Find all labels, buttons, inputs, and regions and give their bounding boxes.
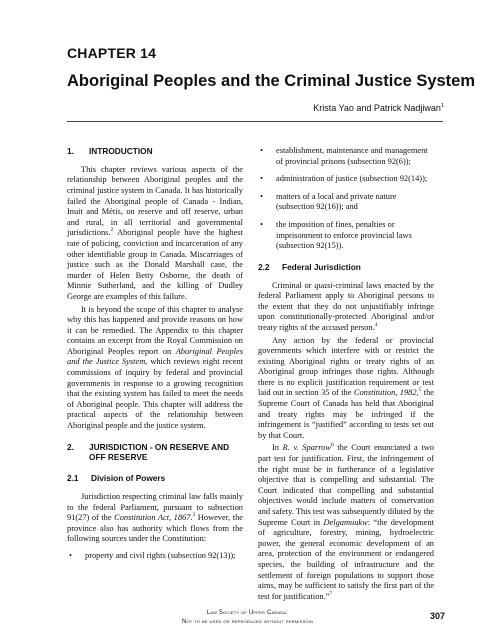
text-run: the Supreme Court of Canada has held that Aboriginal and treaty rights may be infringed if the infringement is “justified” according to tests set out by that Court. bbox=[258, 388, 435, 440]
case-name: R. v. Sparrow bbox=[282, 443, 331, 453]
list-item bbox=[258, 146, 434, 167]
footer-notice: Not to be used or reproduced without permission bbox=[181, 618, 314, 625]
footnote-ref: 3 bbox=[192, 512, 196, 519]
text-run: the Court enunciated a two part test for justification. First, the infringement of the right must be in furtherance of a legislative objective that is compelling and substantial. The Court indicated that compelling and substantial objectives would include matters of conservation and safety. This test was subsequently diluted by the Supreme Court in bbox=[258, 443, 434, 527]
page-number: 307 bbox=[429, 611, 445, 621]
text-run: , which reviews eight recent commissions of inquiry by federal and provincial governments in response to a growing recognition that the existing system has failed to meet the needs of Aboriginal people. This chapter will address the practical aspects of the relationship between Aboriginal people and the justice system. bbox=[67, 357, 243, 431]
section-2-heading bbox=[67, 442, 243, 464]
authors-footnote-ref: 1 bbox=[440, 103, 444, 109]
text-run: However, the province also has authority which flows from the following sources under the Constitution: bbox=[67, 513, 243, 544]
section-title: Division of Powers bbox=[91, 473, 166, 484]
division-of-powers-paragraph bbox=[67, 492, 243, 545]
footnote-ref: 7 bbox=[329, 590, 333, 597]
report-title: Aboriginal Peoples and the Justice System bbox=[67, 346, 243, 367]
text-run: . bbox=[190, 513, 193, 523]
list-item bbox=[258, 174, 434, 185]
list-item bbox=[258, 192, 434, 213]
text-run: Any action by the federal or provincial governments which interfere with or restrict the existing Aboriginal rights or treaty rights of an Aboriginal group infringes those rights. Although there is no explicit justification requirement or test laid out in section 35 of the bbox=[258, 335, 434, 398]
section-1-heading bbox=[67, 146, 243, 157]
statute-name: Constitution, 1982 bbox=[353, 388, 417, 398]
bullet-icon: • bbox=[260, 146, 263, 155]
text-run: Criminal or bbox=[272, 280, 315, 290]
federal-jurisdiction-paragraph-3 bbox=[258, 443, 434, 602]
authors-names: Krista Yao and Patrick Nadjiwan bbox=[313, 103, 441, 113]
bullet-icon: • bbox=[260, 174, 263, 184]
footnote-ref: 5 bbox=[418, 387, 422, 394]
section-number: 2. bbox=[67, 441, 74, 452]
section-2-1-heading bbox=[67, 473, 243, 484]
footnote-ref: 2 bbox=[110, 227, 114, 234]
footer-publisher: Law Society of Upper Canada: bbox=[206, 610, 289, 616]
bullet-icon: • bbox=[260, 191, 263, 201]
list-item-text: administration of justice (subsection 92(14)); bbox=[276, 174, 428, 184]
right-column bbox=[258, 146, 434, 604]
list-item bbox=[67, 551, 243, 562]
intro-paragraph-1 bbox=[67, 165, 243, 303]
list-item-text: property and civil rights (subsection 92(13)); bbox=[85, 551, 236, 560]
federal-jurisdiction-paragraph-1 bbox=[258, 281, 434, 334]
emphasis-text: quasi bbox=[314, 280, 333, 290]
section-number: 2.2 bbox=[258, 261, 270, 272]
bullet-icon: • bbox=[69, 551, 72, 560]
section-number: 2.1 bbox=[67, 473, 79, 484]
footnote-ref: 6 bbox=[330, 442, 334, 449]
list-item bbox=[258, 220, 434, 252]
intro-paragraph-2 bbox=[67, 305, 243, 432]
section-title: Federal Jurisdiction bbox=[282, 261, 361, 272]
chapter-label: CHAPTER 14 bbox=[67, 45, 157, 61]
text-run: It is beyond the scope of this chapter to analyse why this has happened and provide reasons on how it can be remedied. The Appendix to this chapter contains an excerpt from the Royal Commission on Aboriginal Peoples report on bbox=[67, 304, 243, 356]
text-run: , bbox=[416, 388, 419, 398]
section-2-2-heading bbox=[258, 262, 434, 273]
statute-name: Constitution Act, 1867 bbox=[114, 513, 191, 523]
text-run: In bbox=[272, 443, 283, 453]
list-item-text: establishment, maintenance and management of provincial prisons (subsection 92(6)); bbox=[276, 146, 428, 166]
federal-jurisdiction-paragraph-2 bbox=[258, 336, 434, 442]
text-run: Aboriginal people have the highest rate of policing, conviction and incarceration of any other identifiable group in Canada. Miscarriages of justice such as the Donald Marshall case, the murder of Helen Betty Osborne, the death of Minnie Sutherland, and the killing of Dudley George are examples of this failure. bbox=[67, 228, 243, 301]
section-title: JURISDICTION - ON RESERVE AND OFF RESERVE bbox=[89, 441, 230, 463]
text-run: This chapter reviews various aspects of the relationship between Aboriginal peoples and the criminal justice system in Canada. It has historically failed the Aboriginal people of Canada - Indian, Inuit and Métis, on reserve and off reserve, urban and rural, in all territorial and governmental jurisdictions. bbox=[67, 164, 243, 238]
case-name: Delgamuukw bbox=[323, 517, 368, 527]
section-title: INTRODUCTION bbox=[89, 146, 153, 156]
left-column bbox=[67, 146, 243, 569]
bullet-icon: • bbox=[260, 219, 263, 229]
text-run: -criminal laws enacted by the federal Parliament apply to Aboriginal persons to the extent that they do not unjustifiably infringe upon constitutionally-protected Aboriginal and/or treaty rights of the accused person. bbox=[258, 280, 434, 332]
page-footer bbox=[0, 609, 495, 626]
footnote-ref: 4 bbox=[374, 322, 378, 329]
text-run: Jurisdiction respecting criminal law falls mainly to the federal Parliament, pursuant to subsection 91(27) of the bbox=[67, 492, 243, 523]
title-divider bbox=[67, 121, 443, 122]
list-item-text: the imposition of fines, penalties or imprisonment to enforce provincial laws (subsection 92(15)). bbox=[276, 219, 412, 251]
text-run: : “the development of agriculture, forestry, mining, hydroelectric power, the general economic development of an area, protection of the environment or endangered species, the building of infrastructure and the settlement of foreign populations to support those aims, may be sufficient to satisfy the first part of the test for justification.” bbox=[258, 517, 434, 601]
chapter-title: Aboriginal Peoples and the Criminal Justice System bbox=[67, 72, 476, 90]
authors-line bbox=[313, 103, 444, 113]
list-item-text: matters of a local and private nature (subsection 92(16)); and bbox=[276, 191, 397, 212]
section-number: 1. bbox=[67, 146, 74, 156]
